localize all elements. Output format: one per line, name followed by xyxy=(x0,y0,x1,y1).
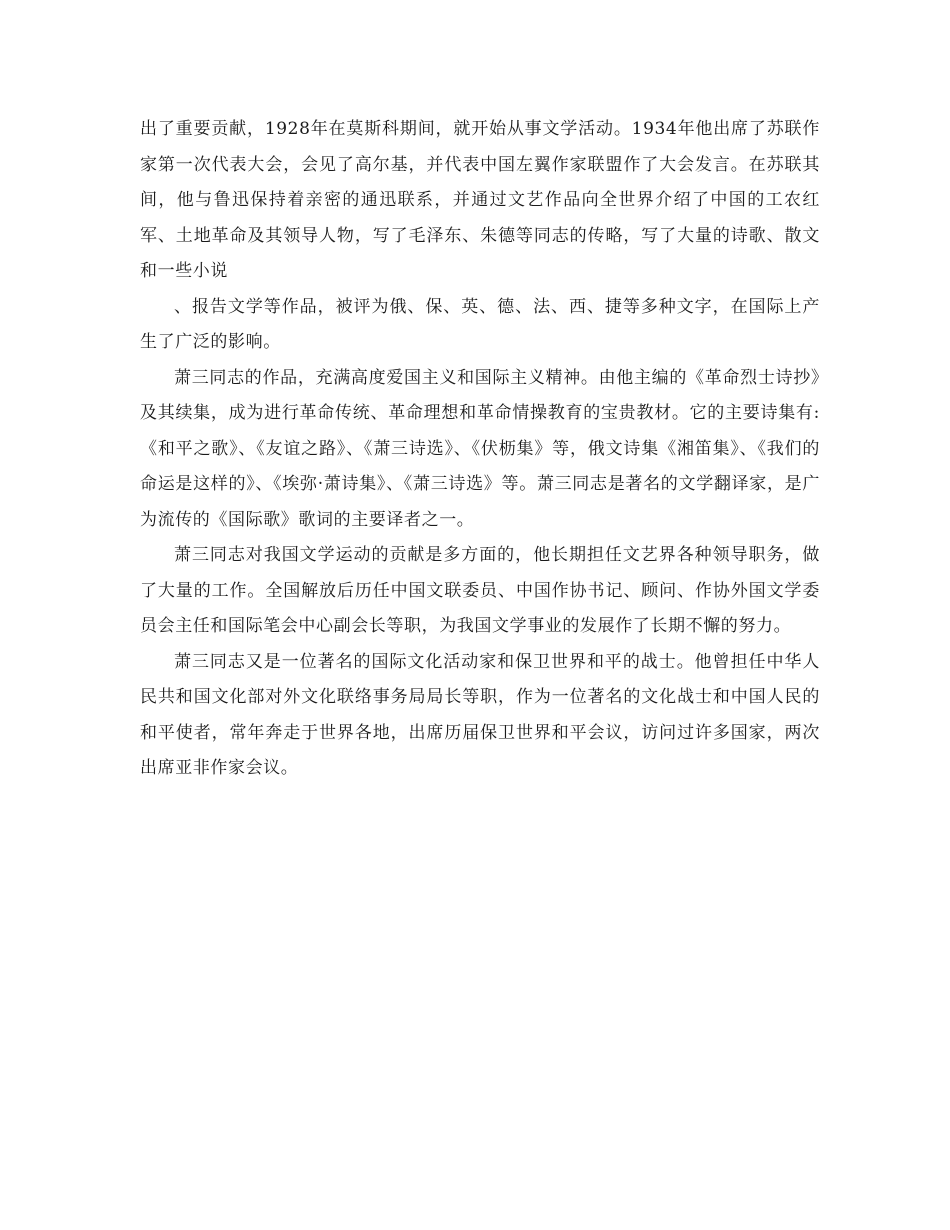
paragraph-3: 萧三同志的作品，充满高度爱国主义和国际主义精神。由他主编的《革命烈士诗抄》及其续集，成为进行革命传统、革命理想和革命情操教育的宝贵教材。它的主要诗集有:《和平之歌》、《友谊之路》、《萧三诗选》、《伏枥集》等，俄文诗集《湘笛集》、《我们的命运是这样的》、《埃弥·萧诗集》、《萧三诗选》等。萧三同志是著名的文学翻译家，是广为流传的《国际歌》歌词的主要译者之一。 xyxy=(140,367,820,530)
paragraph-4: 萧三同志对我国文学运动的贡献是多方面的，他长期担任文艺界各种领导职务，做了大量的工作。全国解放后历任中国文联委员、中国作协书记、顾问、作协外国文学委员会主任和国际笔会中心副会长等职，为我国文学事业的发展作了长期不懈的努力。 xyxy=(140,545,820,636)
paragraph-1: 出了重要贡献，1928年在莫斯科期间，就开始从事文学活动。1934年他出席了苏联作家第一次代表大会，会见了高尔基，并代表中国左翼作家联盟作了大会发言。在苏联其间，他与鲁迅保持着亲密的通迅联系，并通过文艺作品向全世界介绍了中国的工农红军、土地革命及其领导人物，写了毛泽东、朱德等同志的传略，写了大量的诗歌、散文和一些小说 xyxy=(140,119,820,281)
paragraph-5: 萧三同志又是一位著名的国际文化活动家和保卫世界和平的战士。他曾担任中华人民共和国文化部对外文化联络事务局局长等职，作为一位著名的文化战士和中国人民的和平使者，常年奔走于世界各地，出席历届保卫世界和平会议，访问过许多国家，两次出席亚非作家会议。 xyxy=(140,651,820,778)
paragraph-2: 、报告文学等作品，被评为俄、保、英、德、法、西、捷等多种文字，在国际上产生了广泛的影响。 xyxy=(140,296,820,352)
document-body xyxy=(140,112,820,787)
